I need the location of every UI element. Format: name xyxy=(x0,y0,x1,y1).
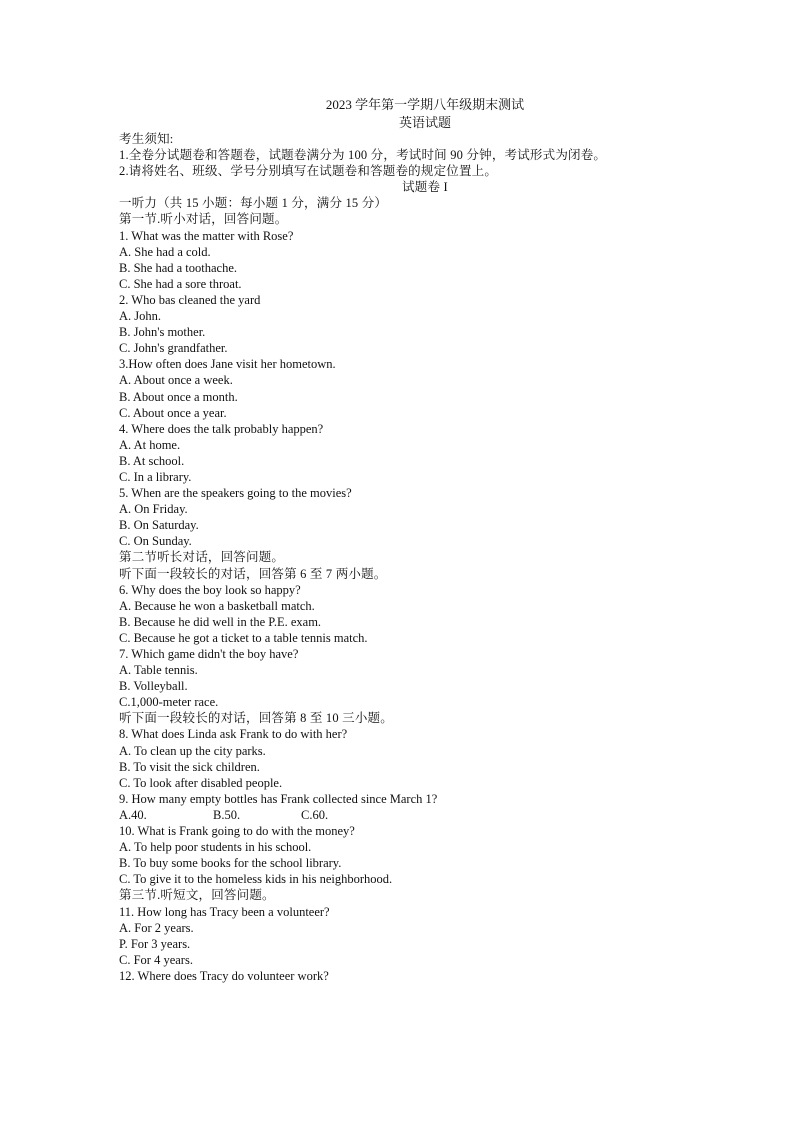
option-a: A. She had a cold. xyxy=(119,244,211,259)
option-b: B.50. xyxy=(213,807,241,822)
notice-item-2: 2.请将姓名、班级、学号分别填写在试题卷和答题卷的规定位置上。 xyxy=(119,164,498,179)
exam-subtitle: 英语试题 xyxy=(398,115,451,130)
option-b: B. About once a month. xyxy=(119,389,238,404)
option-b: B. To buy some books for the school library. xyxy=(119,856,342,871)
question-stem: 7. Which game didn't the boy have? xyxy=(119,647,299,661)
option-a: A. For 2 years. xyxy=(119,920,194,935)
option-b: B. At school. xyxy=(119,453,185,468)
option-b: B. Because he did well in the P.E. exam. xyxy=(119,614,322,629)
question-stem: 12. Where does Tracy do volunteer work? xyxy=(119,968,329,983)
question-stem: 2. Who bas cleaned the yard xyxy=(119,292,261,307)
question-stem: 4. Where does the talk probably happen? xyxy=(119,421,324,436)
question-stem: 9. How many empty bottles has Frank collected since March 1? xyxy=(119,791,438,806)
exam-title: 2023 学年第一学期八年级期末测试 xyxy=(325,97,525,112)
notice-item-1: 1.全卷分试题卷和答题卷，试题卷满分为 100 分，考试时间 90 分钟，考试形式为闭卷。 xyxy=(119,148,607,163)
option-a: A.40. xyxy=(119,807,147,822)
option-c: C. About once a year. xyxy=(119,405,227,420)
option-c: C. She had a sore throat. xyxy=(119,276,242,291)
option-c: C. To give it to the homeless kids in his neighborhood. xyxy=(119,872,393,887)
option-b: B. John's mother. xyxy=(119,325,206,340)
option-b: P. For 3 years. xyxy=(119,936,191,951)
option-b: B. Volleyball. xyxy=(119,679,188,694)
question-stem: 8. What does Linda ask Frank to do with her? xyxy=(119,727,348,742)
option-a: A. Table tennis. xyxy=(119,663,198,678)
option-c: C. In a library. xyxy=(119,469,192,484)
option-a: A. To clean up the city parks. xyxy=(119,743,266,758)
dialog-instruction: 听下面一段较长的对话，回答第 8 至 10 三小题。 xyxy=(119,711,393,726)
option-c: C. Because he got a ticket to a table tennis match. xyxy=(119,630,368,645)
exam-page xyxy=(119,96,679,984)
option-a: A. John. xyxy=(119,309,162,324)
question-stem: 10. What is Frank going to do with the money? xyxy=(119,824,355,839)
question-stem: 11. How long has Tracy been a volunteer? xyxy=(119,904,330,919)
option-a: A. Because he won a basketball match. xyxy=(119,598,315,613)
question-stem: 6. Why does the boy look so happy? xyxy=(119,582,301,597)
dialog-instruction: 听下面一段较长的对话，回答第 6 至 7 两小题。 xyxy=(119,566,387,581)
option-c: C. To look after disabled people. xyxy=(119,775,283,790)
option-c: C.60. xyxy=(301,807,329,822)
section-two-heading: 第二节听长对话，回答问题。 xyxy=(119,550,285,565)
question-stem: 3.How often does Jane visit her hometown. xyxy=(119,357,336,372)
option-c: C. For 4 years. xyxy=(119,952,193,967)
section-one-heading: 第一节.听小对话，回答问题。 xyxy=(119,212,288,227)
option-a: A. To help poor students in his school. xyxy=(119,840,312,855)
question-stem: 1. What was the matter with Rose? xyxy=(119,228,294,243)
option-b: B. On Saturday. xyxy=(119,518,199,533)
option-c: C. John's grandfather. xyxy=(119,341,228,356)
option-b: B. To visit the sick children. xyxy=(119,759,260,774)
paper-label: 试题卷 I xyxy=(402,180,448,195)
inline-options xyxy=(119,807,679,823)
option-a: A. On Friday. xyxy=(119,502,188,517)
option-a: A. About once a week. xyxy=(119,373,233,388)
section-three-heading: 第三节.听短文，回答问题。 xyxy=(119,888,275,903)
option-c: C.1,000-meter race. xyxy=(119,695,219,710)
notice-heading: 考生须知: xyxy=(119,132,174,146)
part-one-heading: 一听力（共 15 小题：每小题 1 分，满分 15 分） xyxy=(119,196,388,211)
option-a: A. At home. xyxy=(119,437,181,452)
option-b: B. She had a toothache. xyxy=(119,260,238,275)
question-stem: 5. When are the speakers going to the movies? xyxy=(119,486,352,501)
option-c: C. On Sunday. xyxy=(119,534,192,549)
